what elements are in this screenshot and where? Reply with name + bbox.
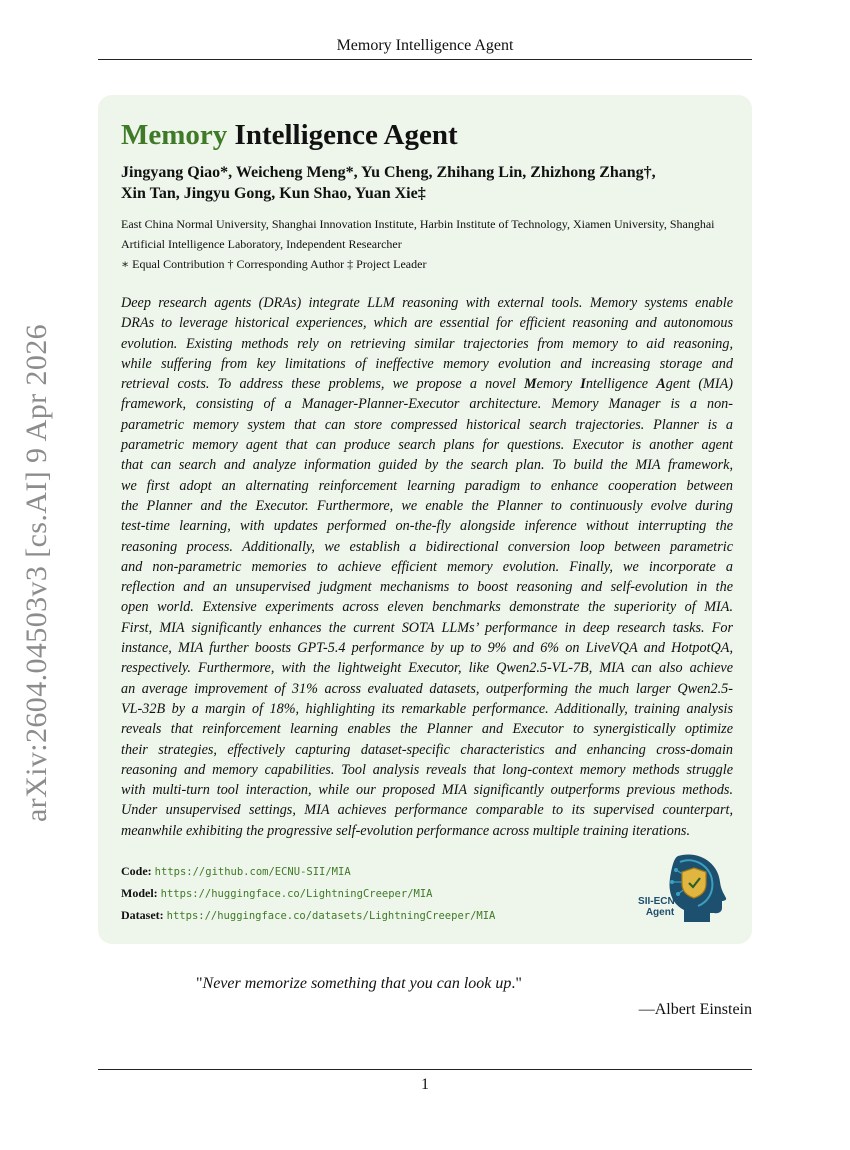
abstract-line: instance, MIA further boosts GPT-5.4 performance by up to 9% and 6% on LiveVQA and HotpotQA, [121, 640, 733, 657]
abstract-line: an average improvement of 31% across evaluated datasets, outperforming the much larger Qwen2.5- [121, 680, 733, 697]
author-line-1: Jingyang Qiao*, Weicheng Meng*, Yu Cheng, Zhihang Lin, Zhizhong Zhang†, [121, 164, 656, 181]
title-abstract-panel [98, 95, 752, 944]
abstract-line: DRAs to leverage historical experiences, which are essential for efficient reasoning and autonomous [121, 315, 733, 332]
abstract-line: with multi-turn tool interaction, while our proposed MIA significantly outperforms previous methods. [121, 782, 733, 799]
abstract-line: Under unsupervised settings, MIA achieves performance comparable to its supervised counterpart, [121, 802, 733, 819]
resource-links [121, 861, 495, 927]
abstract-line: open world. Extensive experiments across eleven benchmarks demonstrate the superiority of MIA. [121, 599, 733, 616]
affiliations [121, 214, 733, 274]
title-rest: Intelligence Agent [227, 119, 458, 151]
quote-body: Never memorize something that you can look up [202, 975, 512, 992]
model-label: Model: [121, 886, 158, 900]
abstract-line: respectively. Furthermore, with the lightweight Executor, like Qwen2.5-VL-7B, MIA can also achieve [121, 660, 733, 677]
abstract-line: reveals that reinforcement learning enables the Planner and Executor to synergistically optimize [121, 721, 733, 738]
abstract-line: the Planner and the Executor. Furthermore, we enable the Planner to continuously evolve during [121, 497, 733, 514]
quote-attribution: —Albert Einstein [638, 1001, 752, 1018]
arxiv-identifier-stamp: arXiv:2604.04503v3 [cs.AI] 9 Apr 2026 [20, 323, 53, 823]
logo-line-1: SII-ECNU [638, 896, 682, 907]
page-number: 1 [421, 1076, 429, 1093]
abstract-line: evolution. Existing methods rely on retrieving similar trajectories from memory to aid reasoning, [121, 335, 733, 352]
abstract-line: that can search and analyze information guided by the search plan. To build the MIA framework, [121, 457, 733, 474]
abstract-line: while suffering from key limitations of ineffective memory evolution and increasing storage and [121, 355, 733, 372]
contribution-notes: ∗ Equal Contribution † Corresponding Author ‡ Project Leader [121, 257, 427, 271]
running-header: Memory Intelligence Agent [336, 37, 514, 54]
dataset-link-row [121, 905, 495, 927]
abstract-line: framework, consisting of a Manager-Planner-Executor architecture. Memory Manager is a non- [121, 396, 733, 413]
title-accent-word: Memory [121, 119, 228, 151]
logo-line-2: Agent [645, 907, 675, 918]
abstract-line: VL-32B by a margin of 18%, highlighting its remarkable performance. Additionally, training analysis [121, 700, 733, 717]
abstract-line-mia [121, 374, 733, 394]
abstract-line-prefix: retrieval costs. To address these problems, we propose a novel [121, 376, 525, 393]
code-label: Code: [121, 864, 152, 878]
header-rule [98, 59, 752, 60]
footer-rule [98, 1069, 752, 1070]
affiliation-line-1: East China Normal University, Shanghai Innovation Institute, Harbin Institute of Technology, Xiamen University, Shanghai [121, 217, 715, 231]
author-line-2: Xin Tan, Jingyu Gong, Kun Shao, Yuan Xie‡ [121, 185, 426, 202]
abstract-line: we first adopt an alternating reinforcement learning paradigm to enhance cooperation between [121, 477, 733, 494]
abstract-line: reasoning process. Additionally, we establish a bidirectional conversion loop between parametric [121, 538, 733, 555]
abstract-line: their strategies, effectively capturing dataset-specific characteristics and enhancing cross-domain [121, 741, 733, 758]
ai-head-shield-icon [670, 854, 727, 922]
model-link-row [121, 883, 495, 905]
sii-ecnu-agent-logo [638, 848, 734, 928]
abstract-line: reflection and an unsupervised judgment mechanisms to boost reasoning and self-evolution in the [121, 579, 733, 596]
emphasis-i-rest: ntelligence [585, 376, 657, 393]
code-link-row [121, 861, 495, 883]
abstract-line: reasoning and memory capabilities. Tool analysis reveals that long-context memory methods struggle [121, 761, 733, 778]
abstract-line: Deep research agents (DRAs) integrate LLM reasoning with external tools. Memory systems enable [121, 295, 733, 311]
abstract-line: parametric memory agent that can produce search plans for questions. Executor is another agent [121, 437, 733, 454]
emphasis-i: I [580, 376, 586, 393]
quote-close-mark: ." [511, 975, 522, 992]
abstract-line: First, MIA significantly enhances the current SOTA LLMs’ performance in deep research tasks. For [121, 619, 733, 636]
dataset-link[interactable]: https://huggingface.co/datasets/LightningCreeper/MIA [166, 910, 496, 922]
epigraph-quote [196, 975, 522, 993]
abstract-line: and non-parametric memories to achieve efficient memory evolution. Finally, we incorporate a [121, 558, 733, 575]
dataset-label: Dataset: [121, 908, 164, 922]
code-link[interactable]: https://github.com/ECNU-SII/MIA [154, 866, 351, 878]
emphasis-a-rest: gent (MIA) [665, 376, 733, 393]
author-list [121, 162, 731, 204]
abstract-line: test-time learning, with updates performed on-the-fly alongside inference without interrupting the [121, 518, 733, 535]
quote-open-mark: " [196, 975, 203, 992]
abstract-line: parametric memory system that can store compressed historical search trajectories. Planner is a [121, 416, 733, 433]
emphasis-m-rest: emory [536, 376, 581, 393]
emphasis-a: A [656, 376, 666, 393]
abstract [121, 293, 733, 841]
emphasis-m: M [524, 376, 537, 393]
abstract-line: meanwhile exhibiting the progressive self-evolution performance across multiple training iterations. [121, 822, 690, 839]
model-link[interactable]: https://huggingface.co/LightningCreeper/MIA [160, 888, 433, 900]
paper-title [121, 119, 458, 152]
affiliation-line-2: Artificial Intelligence Laboratory, Independent Researcher [121, 237, 402, 251]
